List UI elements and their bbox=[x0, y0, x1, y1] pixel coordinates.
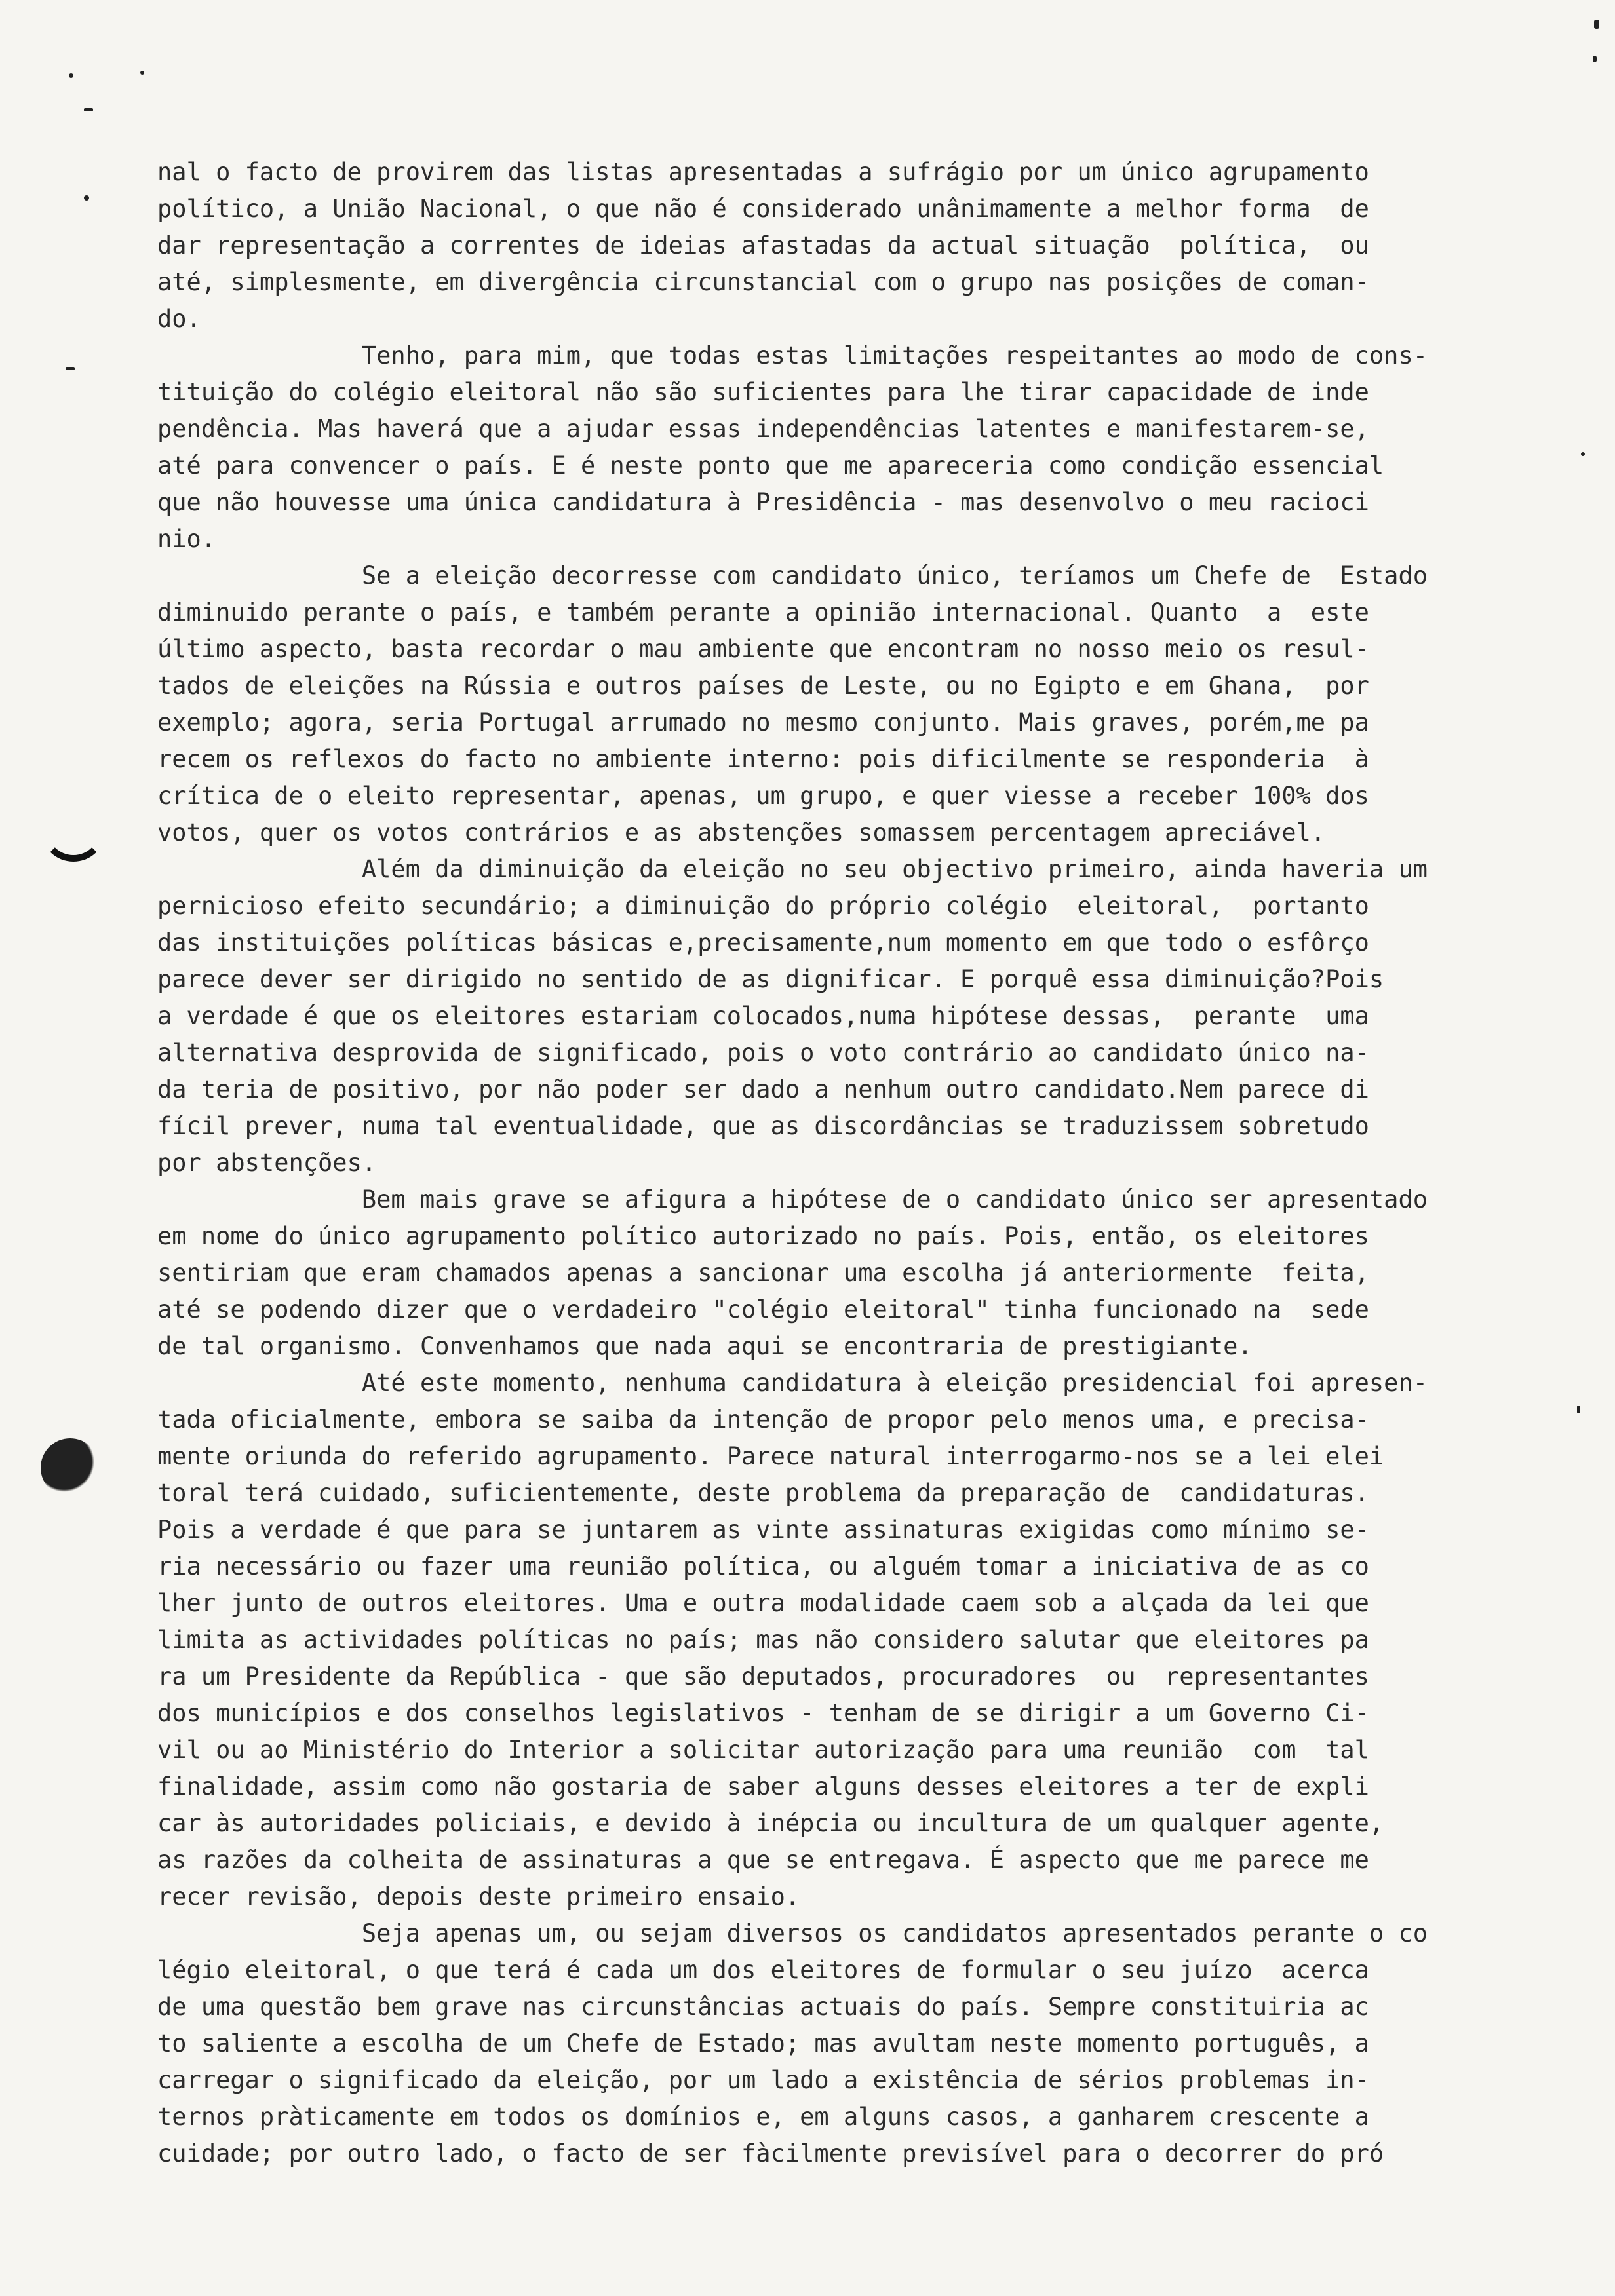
text-line: de uma questão bem grave nas circunstâncias actuais do país. Sempre constituiria ac bbox=[157, 1993, 1369, 2021]
text-line: votos, quer os votos contrários e as abstenções somassem percentagem apreciável. bbox=[157, 818, 1326, 847]
text-line: vil ou ao Ministério do Interior a solicitar autorização para uma reunião com tal bbox=[157, 1736, 1369, 1764]
margin-speck bbox=[1594, 20, 1599, 29]
text-line: mente oriunda do referido agrupamento. Parece natural interrogarmo-nos se a lei elei bbox=[157, 1442, 1384, 1470]
text-line: do. bbox=[157, 305, 201, 333]
text-line: tada oficialmente, embora se saiba da intenção de propor pelo menos uma, e precisa- bbox=[157, 1406, 1369, 1434]
text-line: pendência. Mas haverá que a ajudar essas independências latentes e manifestarem-se, bbox=[157, 415, 1369, 443]
text-line: Até este momento, nenhuma candidatura à eleição presidencial foi apresen- bbox=[157, 1369, 1428, 1397]
punch-hole bbox=[41, 796, 106, 862]
text-line: Tenho, para mim, que todas estas limitações respeitantes ao modo de cons- bbox=[157, 341, 1428, 370]
text-line: carregar o significado da eleição, por um lado a existência de sérios problemas in- bbox=[157, 2066, 1369, 2094]
text-line: légio eleitoral, o que terá é cada um dos eleitores de formular o seu juízo acerca bbox=[157, 1956, 1369, 1984]
text-line: de tal organismo. Convenhamos que nada aqui se encontraria de prestigiante. bbox=[157, 1332, 1253, 1360]
text-line: fícil prever, numa tal eventualidade, que as discordâncias se traduzissem sobretudo bbox=[157, 1112, 1369, 1140]
text-line: as razões da colheita de assinaturas a que se entregava. É aspecto que me parece me bbox=[157, 1846, 1369, 1874]
text-line: em nome do único agrupamento político autorizado no país. Pois, então, os eleitores bbox=[157, 1222, 1369, 1250]
text-line: Além da diminuição da eleição no seu objectivo primeiro, ainda haveria um bbox=[157, 855, 1428, 883]
text-line: recer revisão, depois deste primeiro ensaio. bbox=[157, 1883, 800, 1911]
text-line: tituição do colégio eleitoral não são suficientes para lhe tirar capacidade de inde bbox=[157, 378, 1369, 406]
text-line: toral terá cuidado, suficientemente, deste problema da preparação de candidaturas. bbox=[157, 1479, 1369, 1507]
text-line: Se a eleição decorresse com candidato único, teríamos um Chefe de Estado bbox=[157, 562, 1428, 590]
document-body bbox=[157, 154, 1501, 2172]
text-line: car às autoridades policiais, e devido à inépcia ou incultura de um qualquer agente, bbox=[157, 1809, 1384, 1837]
text-line: to saliente a escolha de um Chefe de Estado; mas avultam neste momento português, a bbox=[157, 2029, 1369, 2057]
text-line: parece dever ser dirigido no sentido de as dignificar. E porquê essa diminuição?Pois bbox=[157, 965, 1384, 993]
text-line: ria necessário ou fazer uma reunião política, ou alguém tomar a iniciativa de as co bbox=[157, 1552, 1369, 1580]
text-line: recem os reflexos do facto no ambiente interno: pois dificilmente se responderia à bbox=[157, 745, 1369, 773]
text-line: até para convencer o país. E é neste ponto que me apareceria como condição essencial bbox=[157, 451, 1384, 480]
text-line: limita as actividades políticas no país; mas não considero salutar que eleitores pa bbox=[157, 1626, 1369, 1654]
text-line: dar representação a correntes de ideias afastadas da actual situação política, ou bbox=[157, 231, 1369, 259]
margin-speck bbox=[66, 367, 75, 370]
text-line: que não houvesse uma única candidatura à Presidência - mas desenvolvo o meu racioci bbox=[157, 488, 1369, 516]
text-line: sentiriam que eram chamados apenas a sancionar uma escolha já anteriormente feita, bbox=[157, 1259, 1369, 1287]
punch-hole bbox=[41, 1438, 100, 1497]
text-line: por abstenções. bbox=[157, 1149, 377, 1177]
text-line: exemplo; agora, seria Portugal arrumado no mesmo conjunto. Mais graves, porém,me pa bbox=[157, 708, 1369, 737]
text-line: a verdade é que os eleitores estariam colocados,numa hipótese dessas, perante uma bbox=[157, 1002, 1369, 1030]
text-line: finalidade, assim como não gostaria de saber alguns desses eleitores a ter de expli bbox=[157, 1772, 1369, 1801]
margin-speck bbox=[84, 108, 93, 111]
margin-speck bbox=[140, 71, 144, 75]
text-line: Bem mais grave se afigura a hipótese de o candidato único ser apresentado bbox=[157, 1185, 1428, 1214]
text-line: ra um Presidente da República - que são deputados, procuradores ou representantes bbox=[157, 1662, 1369, 1691]
margin-speck bbox=[69, 73, 73, 78]
text-line: lher junto de outros eleitores. Uma e outra modalidade caem sob a alçada da lei que bbox=[157, 1589, 1369, 1617]
text-line: Seja apenas um, ou sejam diversos os candidatos apresentados perante o co bbox=[157, 1919, 1428, 1947]
text-line: Pois a verdade é que para se juntarem as vinte assinaturas exigidas como mínimo se- bbox=[157, 1516, 1369, 1544]
margin-speck bbox=[84, 195, 89, 201]
text-line: dos municípios e dos conselhos legislativos - tenham de se dirigir a um Governo Ci- bbox=[157, 1699, 1369, 1727]
text-line: cuidade; por outro lado, o facto de ser fàcilmente previsível para o decorrer do pró bbox=[157, 2139, 1384, 2168]
text-line: da teria de positivo, por não poder ser dado a nenhum outro candidato.Nem parece di bbox=[157, 1075, 1369, 1103]
text-line: ternos pràticamente em todos os domínios e, em alguns casos, a ganharem crescente a bbox=[157, 2103, 1369, 2131]
text-line: até se podendo dizer que o verdadeiro "colégio eleitoral" tinha funcionado na sede bbox=[157, 1295, 1369, 1324]
text-line: pernicioso efeito secundário; a diminuição do próprio colégio eleitoral, portanto bbox=[157, 892, 1369, 920]
text-line: nal o facto de provirem das listas apresentadas a sufrágio por um único agrupamento bbox=[157, 158, 1369, 186]
text-line: último aspecto, basta recordar o mau ambiente que encontram no nosso meio os resul- bbox=[157, 635, 1369, 663]
text-line: tados de eleições na Rússia e outros países de Leste, ou no Egipto e em Ghana, por bbox=[157, 672, 1369, 700]
text-line: das instituições políticas básicas e,precisamente,num momento em que todo o esfôrço bbox=[157, 928, 1369, 957]
text-line: nio. bbox=[157, 525, 216, 553]
margin-speck bbox=[1581, 452, 1585, 456]
margin-speck bbox=[1577, 1406, 1580, 1413]
margin-speck bbox=[1593, 56, 1597, 62]
text-line: político, a União Nacional, o que não é considerado unânimamente a melhor forma de bbox=[157, 195, 1369, 223]
text-line: crítica de o eleito representar, apenas, um grupo, e quer viesse a receber 100% dos bbox=[157, 782, 1369, 810]
text-line: até, simplesmente, em divergência circunstancial com o grupo nas posições de coman- bbox=[157, 268, 1369, 296]
text-line: alternativa desprovida de significado, pois o voto contrário ao candidato único na- bbox=[157, 1039, 1369, 1067]
text-line: diminuido perante o país, e também perante a opinião internacional. Quanto a este bbox=[157, 598, 1369, 626]
